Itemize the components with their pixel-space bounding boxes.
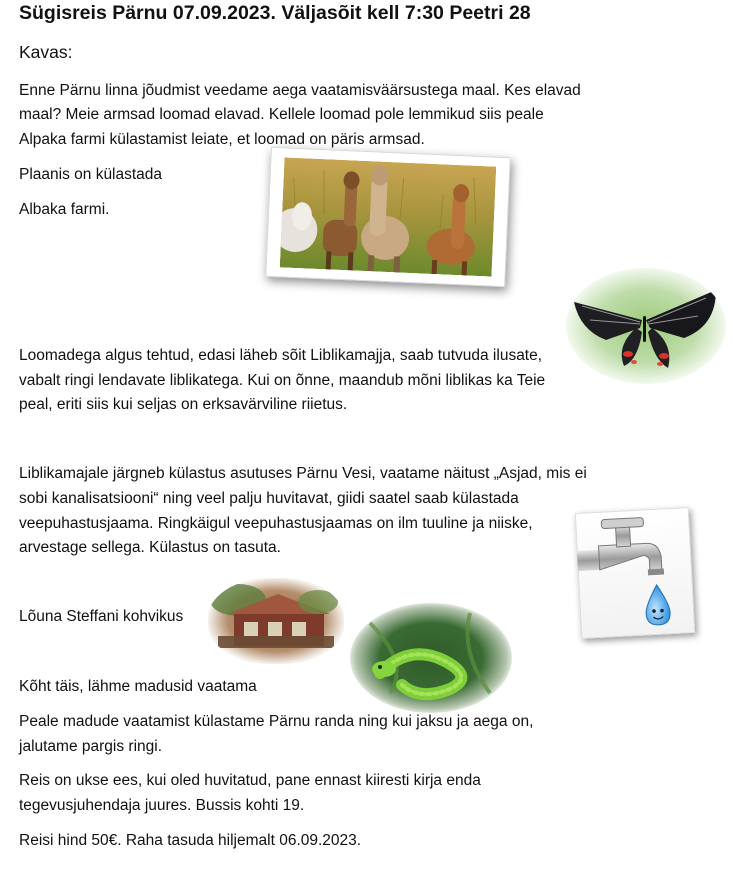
signup-line-1: Reis on ukse ees, kui oled huvitatud, pane ennast kiiresti kirja enda xyxy=(19,772,481,789)
water-line-4: arvestage sellega. Külastus on tasuta. xyxy=(19,539,281,556)
lunch-line: Lõuna Steffani kohvikus xyxy=(19,608,184,625)
cafe-photo xyxy=(208,578,344,664)
water-line-2: sobi kanalisatsiooni“ ning veel palju huvitavat, giidi saatel saab külastada xyxy=(19,490,519,507)
farm-line: Albaka farmi. xyxy=(19,201,110,218)
alpaca-photo xyxy=(280,157,497,276)
butterfly-line-1: Loomadega algus tehtud, edasi läheb sõit Liblikamajja, saab tutvuda ilusate, xyxy=(19,347,543,364)
snakes-line: Kõht täis, lähme madusid vaatama xyxy=(19,678,257,695)
agenda-heading: Kavas: xyxy=(19,42,73,62)
intro-line-2: maal? Meie armsad loomad elavad. Kellele loomad pole lemmikud siis peale xyxy=(19,106,544,123)
signup-line-2: tegevusjuhendaja juures. Bussis kohti 19. xyxy=(19,797,305,814)
butterfly-line-2: vabalt ringi lendavate liblikatega. Kui on õnne, maandub mõni liblikas ka Teie xyxy=(19,372,546,389)
butterfly-line-3: peal, eriti siis kui seljas on erksavärviline riietus. xyxy=(19,396,348,413)
beach-line-2: jalutame pargis ringi. xyxy=(19,738,163,755)
green-snake-photo xyxy=(350,603,512,713)
page-title: Sügisreis Pärnu 07.09.2023. Väljasõit kell 7:30 Peetri 28 xyxy=(19,2,531,24)
water-line-3: veepuhastusjaama. Ringkäigul veepuhastusjaamas on ilm tuuline ja niiske, xyxy=(19,515,533,532)
price-line: Reisi hind 50€. Raha tasuda hiljemalt 06.09.2023. xyxy=(19,832,362,849)
butterfly-photo xyxy=(566,268,726,384)
beach-line-1: Peale madude vaatamist külastame Pärnu randa ning kui jaksu ja aega on, xyxy=(19,713,534,730)
intro-line-3: Alpaka farmi külastamist leiate, et loomad on päris armsad. xyxy=(19,131,425,148)
alpaca-photo-frame xyxy=(265,147,510,287)
intro-line-1: Enne Pärnu linna jõudmist veedame aega vaatamisväärsustega maal. Kes elavad xyxy=(19,82,581,99)
plan-line: Plaanis on külastada xyxy=(19,166,163,183)
water-tap-drop-clipart xyxy=(575,507,695,639)
water-line-1: Liblikamajale järgneb külastus asutuses Pärnu Vesi, vaatame näitust „Asjad, mis ei xyxy=(19,465,587,482)
